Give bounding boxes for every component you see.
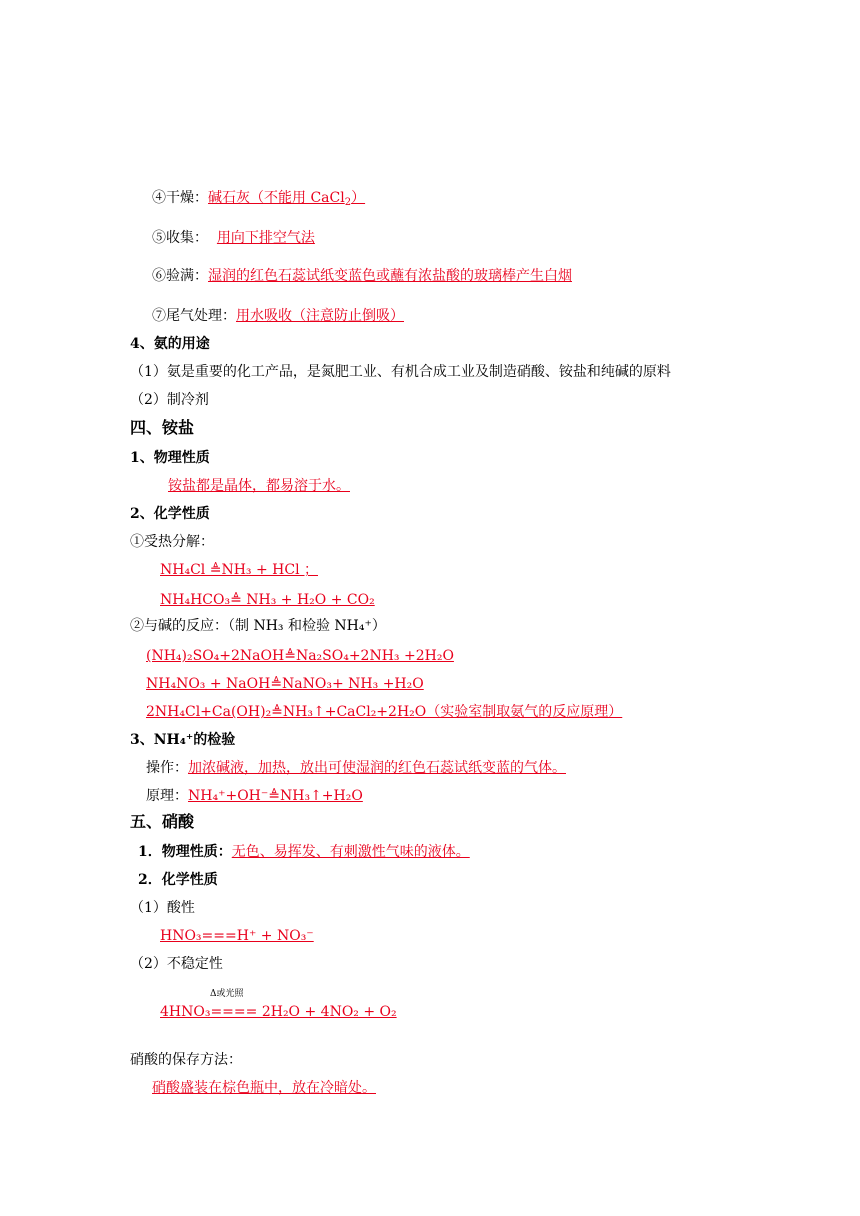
base-reaction-label: ②与碱的反应：（制 NH₃ 和检验 NH₄⁺） (130, 618, 386, 634)
acidity-label: （1）酸性 (130, 900, 195, 916)
operation-label: 操作： (146, 760, 188, 776)
reaction-condition: Δ或光照 (210, 989, 244, 999)
equation-nh4hco3: NH₄HCO₃≜ NH₃ + H₂O + CO₂ (160, 592, 375, 608)
principle-value: NH₄⁺+OH⁻≜NH₃↑+H₂O (188, 788, 363, 804)
tail-gas-label: ⑦尾气处理： (152, 308, 236, 324)
salts-phys-value: 铵盐都是晶体，都易溶于水。 (168, 478, 350, 494)
storage-value: 硝酸盛装在棕色瓶中，放在冷暗处。 (152, 1080, 376, 1096)
equation-acidity: HNO₃===H⁺ + NO₃⁻ (160, 928, 314, 944)
dry-value: 碱石灰（不能用 CaCl$_2$） (208, 190, 366, 208)
uses-heading: 4、氨的用途 (130, 336, 210, 352)
operation-row (146, 758, 566, 778)
uses-item-2: （2）制冷剂 (130, 392, 209, 408)
collect-row (152, 228, 315, 248)
equation-ammonium-sulfate: (NH₄)₂SO₄+2NaOH≜Na₂SO₄+2NH₃ +2H₂O (146, 648, 454, 664)
tail-gas-value: 用水吸收（注意防止倒吸） (236, 308, 404, 324)
dry-row (152, 188, 365, 213)
dry-label: ④干燥： (152, 190, 208, 206)
principle-row (146, 786, 363, 806)
nitric-phys-value: 无色、易挥发、有刺激性气味的液体。 (231, 844, 470, 860)
salts-chem-heading: 2、化学性质 (130, 506, 210, 522)
tail-gas-row (152, 306, 404, 326)
nitric-phys-row (138, 842, 470, 862)
equation-ammonium-nitrate: NH₄NO₃ + NaOH≜NaNO₃+ NH₃ +H₂O (146, 676, 424, 692)
ammonium-test-heading: 3、NH₄⁺的检验 (130, 732, 236, 748)
test-label: ⑥验满： (152, 268, 208, 284)
operation-value: 加浓碱液，加热，放出可使湿润的红色石蕊试纸变蓝的气体。 (188, 760, 566, 776)
nitric-heading: 五、硝酸 (130, 812, 195, 831)
nitric-chem-heading: 2．化学性质 (138, 872, 218, 888)
uses-item-1: （1）氨是重要的化工产品，是氮肥工业、有机合成工业及制造硝酸、铵盐和纯碱的原料 (130, 364, 671, 380)
instability-label: （2）不稳定性 (130, 956, 223, 972)
decomp-label: ①受热分解： (130, 534, 214, 550)
equation-nh4cl: NH₄Cl ≜NH₃ + HCl ； (160, 562, 318, 578)
test-row (152, 266, 572, 286)
salts-heading: 四、铵盐 (130, 418, 195, 437)
collect-label: ⑤收集： (152, 230, 208, 246)
storage-label: 硝酸的保存方法： (130, 1052, 242, 1068)
equation-lab-ammonia: 2NH₄Cl+Ca(OH)₂≜NH₃↑+CaCl₂+2H₂O（实验室制取氨气的反应原理） (146, 704, 623, 720)
collect-value: 用向下排空气法 (216, 230, 315, 246)
nitric-phys-label: 1．物理性质： (138, 844, 232, 860)
test-value: 湿润的红色石蕊试纸变蓝色或蘸有浓盐酸的玻璃棒产生白烟 (208, 268, 572, 284)
equation-decomposition: 4HNO₃==== 2H₂O + 4NO₂ + O₂ (160, 1004, 397, 1020)
salts-phys-heading: 1、物理性质 (130, 450, 210, 466)
principle-label: 原理： (146, 788, 188, 804)
